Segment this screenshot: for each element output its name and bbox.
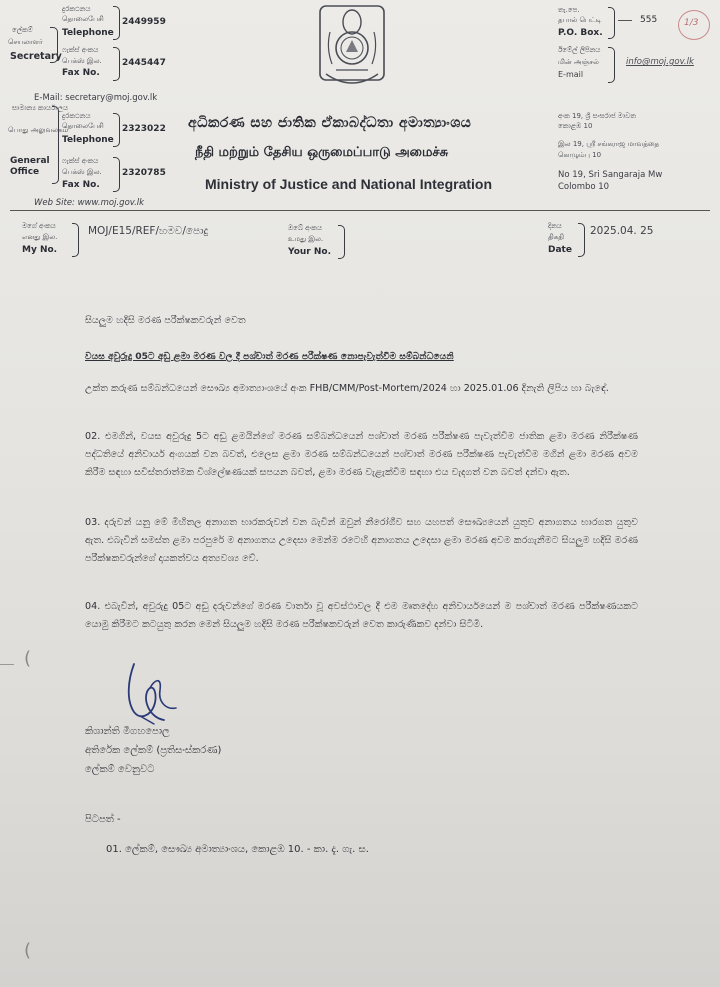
secretary-label-ta: செயலாளர் <box>8 38 43 46</box>
pobox-number: 555 <box>640 15 658 25</box>
copies-label: පිටපත් - <box>85 814 121 825</box>
ministry-name-en: Ministry of Justice and National Integration <box>205 176 493 192</box>
date-label-ta: திகதி <box>548 233 564 241</box>
office-brace <box>52 106 59 184</box>
office-fax-label-si: ෆැක්ස් අංකය <box>62 157 99 165</box>
secretary-email: E-Mail: secretary@moj.gov.lk <box>34 93 158 103</box>
paragraph-3: 03. දරුවන් යනු මේ මිහිතල අනාගත භාරකරුවන් වන බැවින් ඔවුන් නීරෝගීව සහ යහපත් සෞඛ්‍යයෙන් යුතුව අනාගතය භාරගත යුතුව ඇත. එබැවින් සමස්ත ළමා පරපුරේ ම අනාගතය උදෙසා මෙන්ම රටෙහි අනාගතය උදෙසා ළමා මරණ අවම කරගැනීමට සියලුම හදිසි මරණ පරීක්ෂකවරුන්ගේ දායකත්වය අත්‍යවශ්‍ය වේ. <box>85 517 638 564</box>
email-label-ta: மின் அஞ்சல் <box>558 58 599 66</box>
office-fax-brace <box>113 157 120 192</box>
address-ta-line1: இல 19, ஸ்ரீ சங்கராஜ மாவத்தை <box>558 140 660 148</box>
office-fax-label-ta: பெக்ஸ் இல. <box>62 168 102 176</box>
date-value: 2025.04. 25 <box>590 225 654 237</box>
my-no-label-si: මගේ අංකය <box>22 222 56 230</box>
office-fax-number: 2320785 <box>122 168 166 178</box>
my-no-label: My No. <box>22 245 58 255</box>
address-ta-line2: கொழும்பு 10 <box>558 151 602 159</box>
fax-label-ta: பெக்ஸ் இல. <box>62 57 102 65</box>
email-brace <box>608 47 615 83</box>
address-en-line1: No 19, Sri Sangaraja Mw <box>558 170 663 180</box>
your-no-brace <box>338 225 345 259</box>
your-no-label: Your No. <box>288 247 331 257</box>
signatory-for: ලේකම් වෙනුවට <box>85 764 155 775</box>
email-label: E-mail <box>558 70 584 79</box>
fold-tick <box>0 664 14 665</box>
national-emblem <box>316 2 388 94</box>
punch-hole-mark-top: ( <box>24 648 32 669</box>
office-tel-label-ta: தொலைபேசி <box>62 122 104 130</box>
signatory-name: කිශාන්ති මීගහපොල <box>85 726 170 737</box>
copy-recipient-1: 01. ලේකම්, සෞඛ්‍ය අමාත්‍යාංශය, කොළඹ 10. - කා. දැ. ගැ. ස. <box>106 844 369 855</box>
telephone-label: Telephone <box>62 28 114 38</box>
pobox-brace <box>608 7 615 39</box>
my-no-label-ta: எனது இல. <box>22 233 58 241</box>
your-no-label-si: ඔබේ අංකය <box>288 224 322 232</box>
tel-label-ta: தொலைபேசி <box>62 15 104 23</box>
punch-hole-mark-bottom: ( <box>24 940 32 961</box>
email-label-si: ඊමේල් ලිපිනය <box>558 46 601 54</box>
tel-number: 2449959 <box>122 17 166 27</box>
office-tel-label-si: දුරකථනය <box>62 112 91 120</box>
office-tel-number: 2323022 <box>122 124 166 134</box>
pobox-label-si: තැ.පෙ. <box>558 6 580 14</box>
salutation: සියලුම හදිසි මරණ පරීක්ෂකවරුන් වෙත <box>85 315 246 326</box>
office-label-si: සාමාන්‍ය කාර්යාලය <box>12 104 68 112</box>
date-label-si: දිනය <box>548 222 562 230</box>
tel-label-si: දුරකථනය <box>62 5 91 13</box>
fax-brace <box>113 47 120 81</box>
your-no-label-ta: உமது இல. <box>288 235 324 243</box>
date-brace <box>578 223 585 257</box>
address-si-line2: කොළඹ 10 <box>558 122 593 130</box>
fax-number: 2445447 <box>122 58 166 68</box>
fax-label-si: ෆැක්ස් අංකය <box>62 46 99 54</box>
subject-line: වයස අවුරුදු 05ට අඩු ළමා මරණ වල දී පශ්චාත් මරණ පරීක්ෂණ නොපැවැත්වීම සම්බන්ධයෙනි <box>85 351 454 362</box>
general-office-label: General Office <box>10 156 50 177</box>
ministry-name-ta: நீதி மற்றும் தேசிய ஒருமைப்பாடு அமைச்சு <box>195 145 449 160</box>
secretary-label-si: ලේකම් <box>12 26 33 34</box>
paragraph-4: 04. එබැවින්, අවුරුදු 05ට අඩු දරුවන්ගේ මරණ වාර්තා වූ අවස්ථාවල දී එම මෘතදේහ අනිවාර්යයෙන් ම පශ්චාත් මරණ පරීක්ෂණයකට යොමු කිරීමට කටයුතු කරන මෙන් සියලුම හදිසි මරණ පරීක්ෂකවරුන් වෙත කාරුණිකව දන්වා සිටිමි. <box>85 601 638 630</box>
office-tel-brace <box>113 113 120 147</box>
office-telephone-label: Telephone <box>62 135 114 145</box>
address-si-line1: අංක 19, ශ්‍රී සංඝරාජ මාවත <box>558 112 636 120</box>
national-emblem-icon <box>316 2 388 94</box>
handwritten-signature <box>120 660 190 726</box>
address-en-line2: Colombo 10 <box>558 182 610 192</box>
date-label: Date <box>548 245 572 255</box>
signatory-title: අතිරේක ලේකම් (ප්‍රතිසංස්කරණ) <box>85 745 222 756</box>
fax-label: Fax No. <box>62 68 100 78</box>
header-divider <box>10 210 710 211</box>
paragraph-1: උක්ත කරුණ සම්බන්ධයෙන් සෞඛ්‍ය අමාත්‍යාංශයේ අංක FHB/CMM/Post-Mortem/2024 හා 2025.01.06 දිනැති ලිපිය හා බැඳේ. <box>85 383 609 394</box>
ministry-name-si: අධිකරණ සහ ජාතික ඒකාබද්ධතා අමාත්‍යාංශය <box>188 115 472 131</box>
my-no-value: MOJ/E15/REF/හමව/පොදු <box>88 225 209 237</box>
my-no-brace <box>72 223 79 257</box>
website[interactable]: Web Site: www.moj.gov.lk <box>34 198 145 208</box>
pobox-label: P.O. Box. <box>558 28 603 38</box>
pobox-label-ta: தபால் பெட்டி <box>558 16 602 24</box>
office-fax-label: Fax No. <box>62 180 100 190</box>
office-label-ta: பொது அலுவலகம் <box>8 126 69 134</box>
pobox-dash <box>618 20 632 21</box>
paragraph-2: 02. එමගින්, වයස අවුරුදු 5ට අඩු ළමයින්ගේ මරණ සම්බන්ධයෙන් පශ්චාත් මරණ පරීක්ෂණ පැවැත්වීම ජාතික ළමා මරණ නිරීක්ෂණ පද්ධතියේ අනිවාර්ය අංගයක් වන බවත්, එලෙස ළමා මරණ සම්බන්ධයෙන් පශ්චාත් මරණ පරීක්ෂණ පැවැත්වීම මගින් ළමා මරණ අවම කිරීම සඳහා සවිස්තරාත්මක විශ්ලේෂණයක් සපයන බවත්, ළමා මරණ වැළැක්වීම සඳහා එය වැදගත් වන බවත් දන්වා ඇත. <box>85 431 638 478</box>
secretary-label: Secretary <box>10 51 62 62</box>
corner-stamp-text: 1/3 <box>684 18 699 28</box>
tel-brace <box>113 6 120 40</box>
info-email[interactable]: info@moj.gov.lk <box>626 57 694 67</box>
secretary-brace <box>50 27 58 63</box>
